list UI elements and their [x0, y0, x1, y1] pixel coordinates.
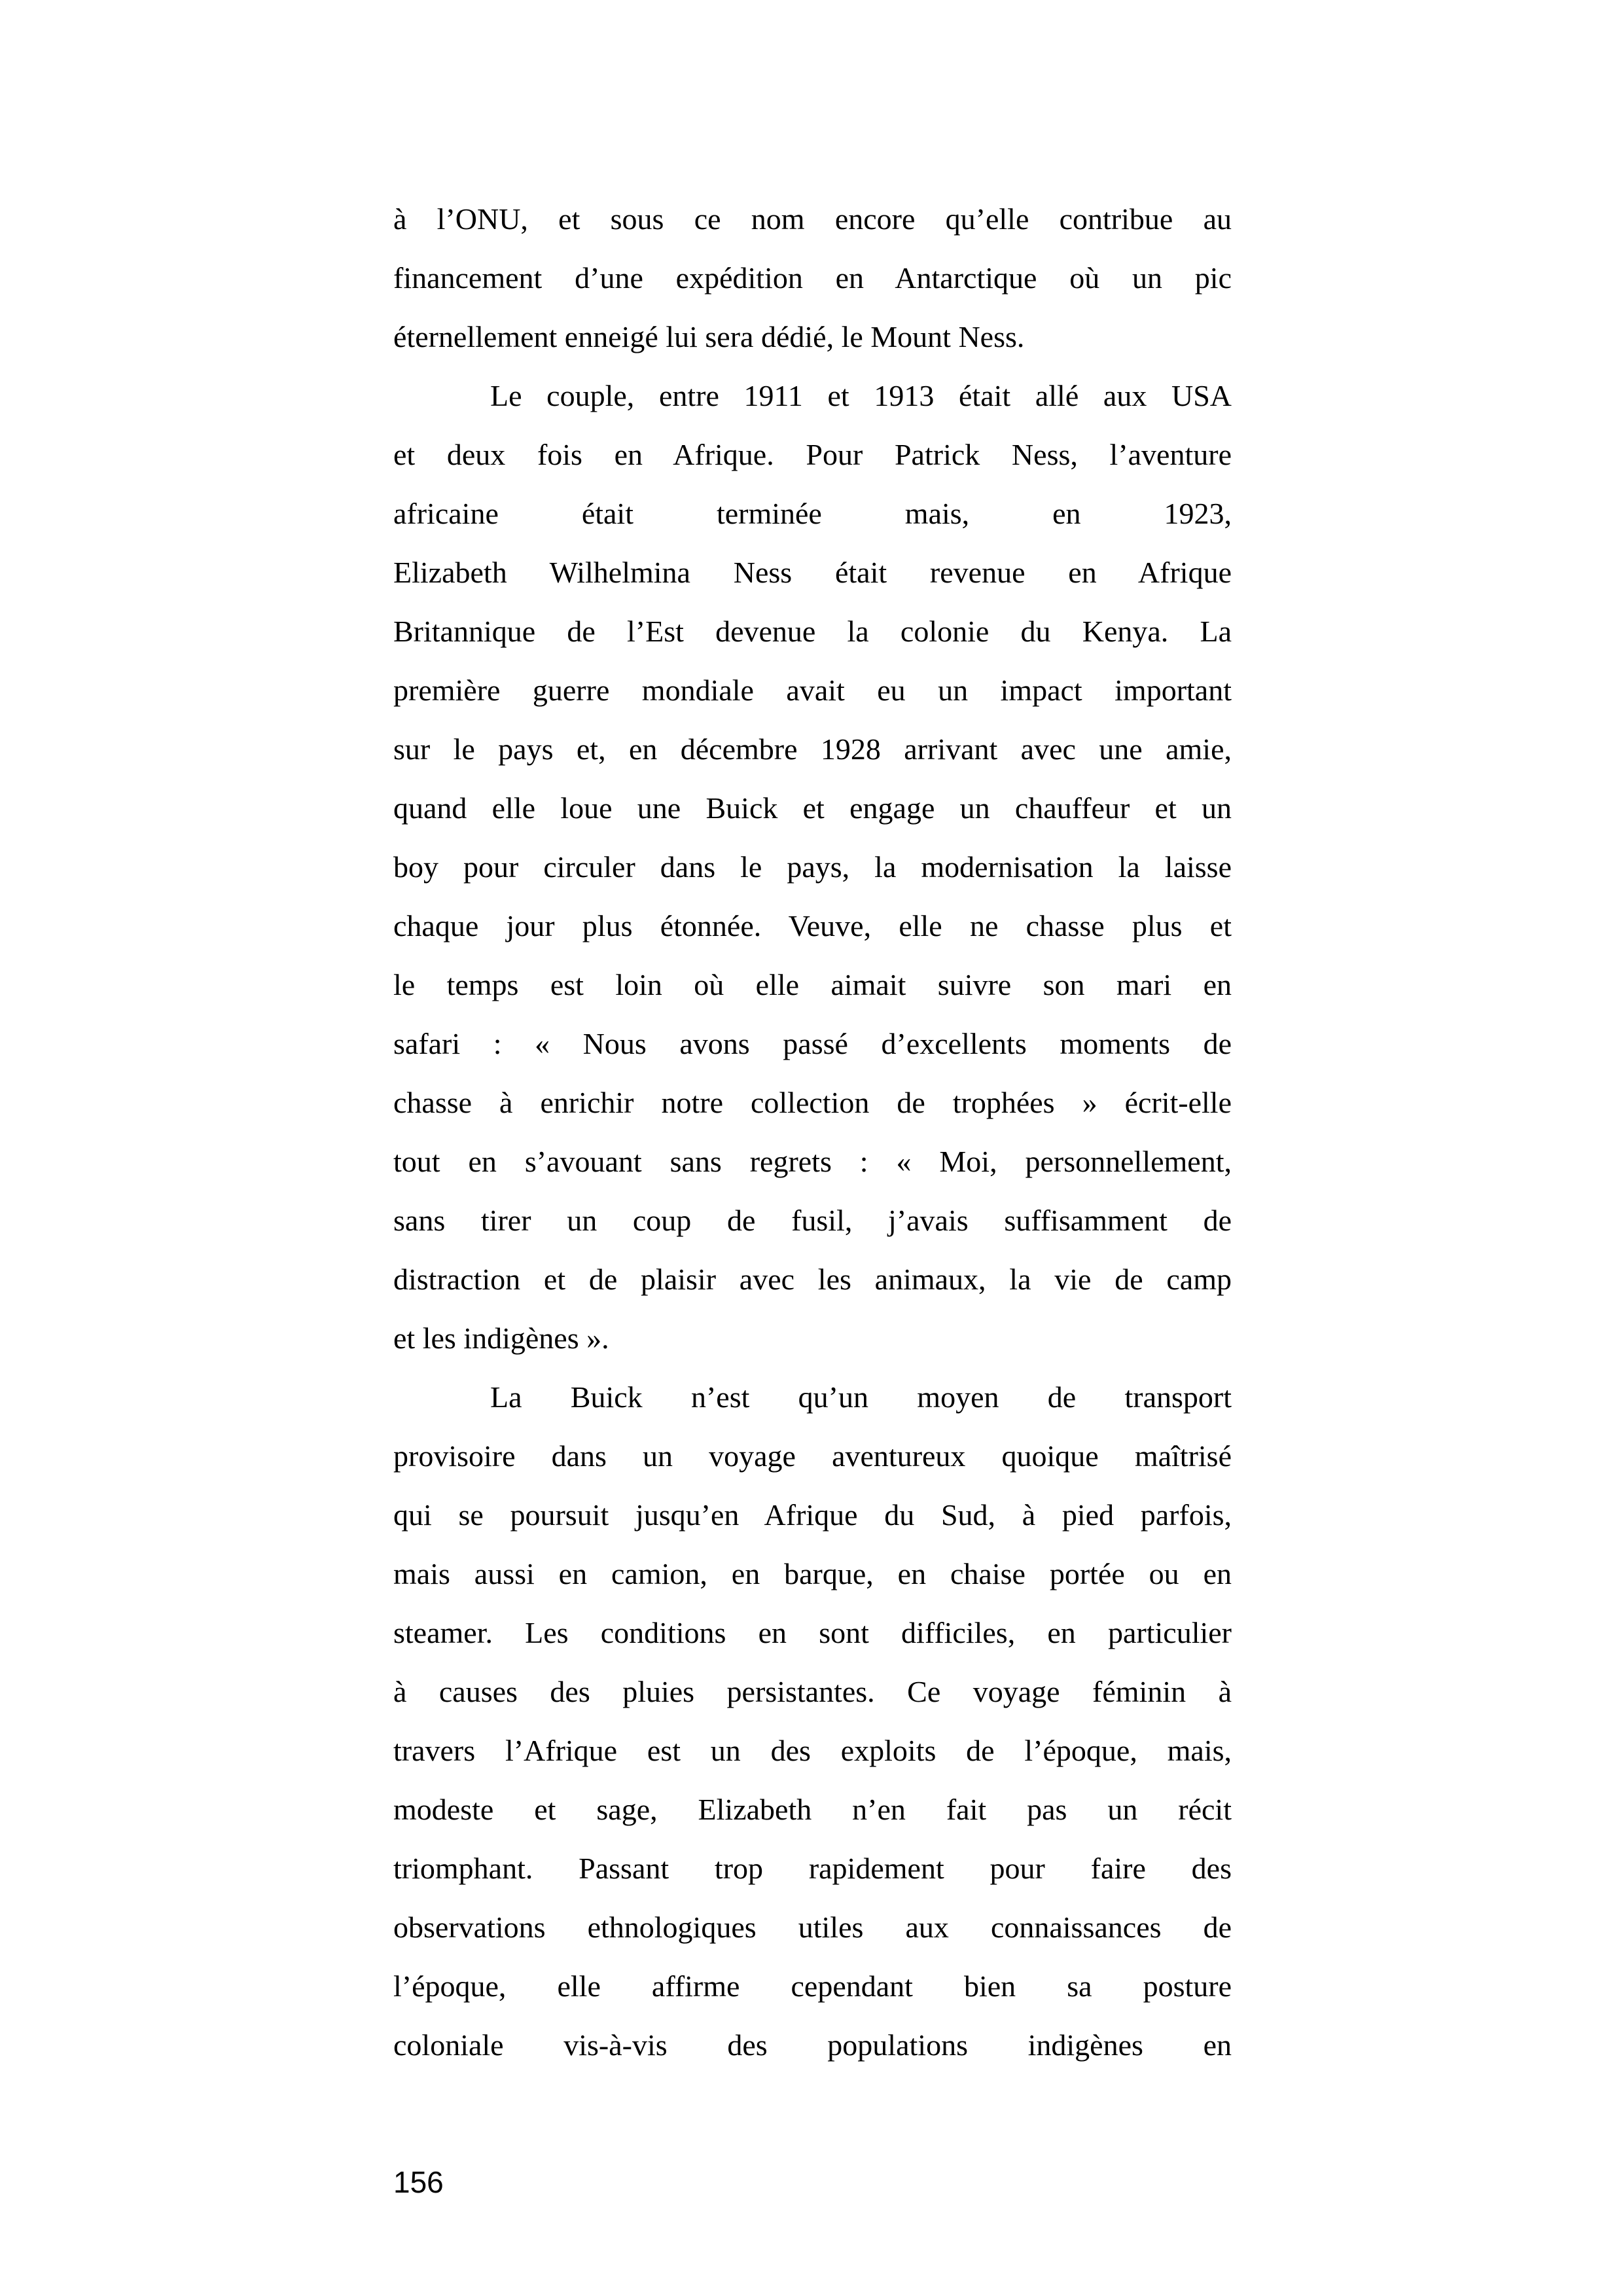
- text-line: chasse à enrichir notre collection de trophées » écrit-elle: [393, 1086, 1232, 1119]
- text-line: mais aussi en camion, en barque, en chaise portée ou en: [393, 1557, 1232, 1590]
- page-number: 156: [393, 2165, 444, 2199]
- text-line: sur le pays et, en décembre 1928 arrivant avec une amie,: [393, 732, 1232, 766]
- text-line: boy pour circuler dans le pays, la modernisation la laisse: [393, 850, 1232, 884]
- text-line: Elizabeth Wilhelmina Ness était revenue en Afrique: [393, 556, 1232, 589]
- text-line: africaine était terminée mais, en 1923,: [393, 497, 1232, 530]
- text-line: coloniale vis-à-vis des populations indigènes en: [393, 2028, 1232, 2062]
- page-body-text: [393, 190, 1232, 2075]
- text-line: Le couple, entre 1911 et 1913 était allé aux USA: [490, 379, 1232, 412]
- text-line: modeste et sage, Elizabeth n’en fait pas un récit: [393, 1793, 1232, 1826]
- text-line: observations ethnologiques utiles aux connaissances de: [393, 1910, 1232, 1944]
- text-line: La Buick n’est qu’un moyen de transport: [490, 1380, 1232, 1414]
- text-line: et deux fois en Afrique. Pour Patrick Ness, l’aventure: [393, 438, 1232, 471]
- text-line: à causes des pluies persistantes. Ce voyage féminin à: [393, 1675, 1232, 1708]
- text-line: l’époque, elle affirme cependant bien sa posture: [393, 1969, 1232, 2003]
- text-line: provisoire dans un voyage aventureux quoique maîtrisé: [393, 1439, 1232, 1473]
- text-line: quand elle loue une Buick et engage un chauffeur et un: [393, 791, 1232, 825]
- text-line: safari : « Nous avons passé d’excellents moments de: [393, 1027, 1232, 1060]
- text-line: Britannique de l’Est devenue la colonie du Kenya. La: [393, 615, 1232, 648]
- text-line: tout en s’avouant sans regrets : « Moi, personnellement,: [393, 1145, 1232, 1178]
- text-line: et les indigènes ».: [393, 1321, 609, 1355]
- text-line: chaque jour plus étonnée. Veuve, elle ne chasse plus et: [393, 909, 1232, 942]
- text-line: sans tirer un coup de fusil, j’avais suffisamment de: [393, 1204, 1232, 1237]
- text-line: financement d’une expédition en Antarctique où un pic: [393, 261, 1232, 295]
- text-line: le temps est loin où elle aimait suivre son mari en: [393, 968, 1232, 1001]
- text-line: triomphant. Passant trop rapidement pour faire des: [393, 1852, 1232, 1885]
- text-line: à l’ONU, et sous ce nom encore qu’elle contribue au: [393, 202, 1232, 236]
- text-line: distraction et de plaisir avec les animaux, la vie de camp: [393, 1263, 1232, 1296]
- text-line: éternellement enneigé lui sera dédié, le Mount Ness.: [393, 320, 1025, 353]
- text-line: qui se poursuit jusqu’en Afrique du Sud, à pied parfois,: [393, 1498, 1232, 1532]
- text-line: première guerre mondiale avait eu un impact important: [393, 673, 1232, 707]
- text-line: steamer. Les conditions en sont difficiles, en particulier: [393, 1616, 1232, 1649]
- text-line: travers l’Afrique est un des exploits de l’époque, mais,: [393, 1734, 1232, 1767]
